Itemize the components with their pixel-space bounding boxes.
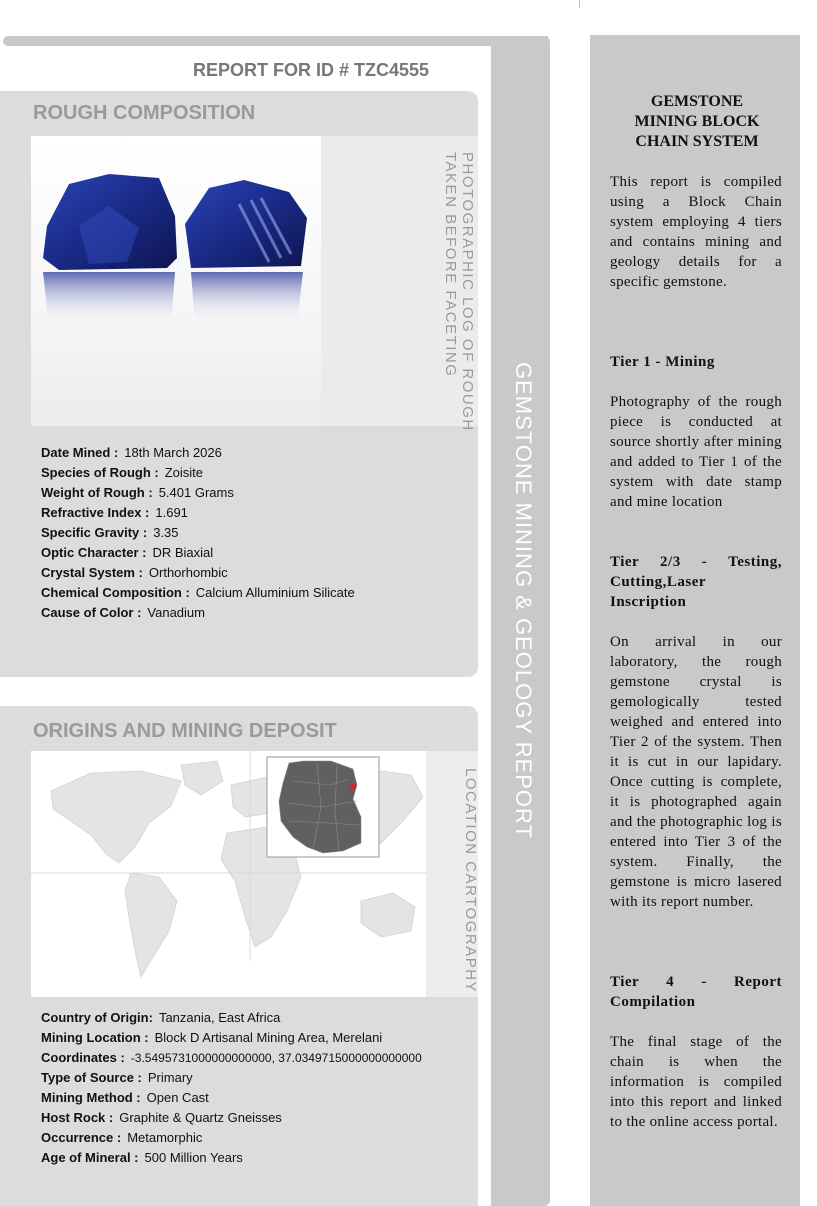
origins-title: ORIGINS AND MINING DEPOSIT <box>33 720 337 742</box>
detail-row-country <box>41 1008 422 1028</box>
detail-label: Host Rock : <box>41 1110 114 1125</box>
detail-row-mining-location <box>41 1028 422 1048</box>
detail-value: Orthorhombic <box>148 565 228 580</box>
detail-value: Block D Artisanal Mining Area, Merelani <box>154 1030 383 1045</box>
detail-value: Vanadium <box>147 605 205 620</box>
photo-caption-line1: PHOTOGRAPHIC LOG OF ROUGH <box>459 152 476 432</box>
sidebar-title-line3: CHAIN SYSTEM <box>635 133 759 150</box>
map-caption: LOCATION CARTOGRAPHY <box>462 768 479 994</box>
detail-row-crystal-system <box>41 563 355 583</box>
detail-value: Tanzania, East Africa <box>158 1010 281 1025</box>
sidebar-title-line2: MINING BLOCK <box>634 113 760 130</box>
detail-row-optic-character <box>41 543 355 563</box>
detail-value: Graphite & Quartz Gneisses <box>119 1110 282 1125</box>
detail-value: 1.691 <box>155 505 188 520</box>
tier23-text: On arrival in our laboratory, the rough gemstone crystal is gemologically tested weighed and entered into Tier 2 of the system. Then it is cut in our lapidary. Once cutting is complete, it is photographed again and the photographic log is entered into Tier 3 of the system. Finally, the gemstone is micro lasered with its report number. <box>610 634 782 910</box>
sidebar-title-line1: GEMSTONE <box>650 93 744 110</box>
continent-south-america <box>125 873 177 977</box>
tier4-text: The final stage of the chain is when the information is compiled into this report and linked to the online access portal. <box>610 1034 782 1130</box>
gem-left-reflection <box>43 272 175 326</box>
detail-value: 5.401 Grams <box>158 485 234 500</box>
detail-row-refractive-index <box>41 503 355 523</box>
detail-value: Metamorphic <box>127 1130 203 1145</box>
header-bar <box>3 36 548 46</box>
tier1-heading: Tier 1 - Mining <box>610 354 715 370</box>
sidebar-title <box>610 92 784 152</box>
sidebar-intro: This report is compiled using a Block Chain system employing 4 tiers and contains mining and geology details for a specific gemstone. <box>610 174 782 290</box>
location-map <box>31 751 478 997</box>
detail-row-weight <box>41 483 355 503</box>
tier1-text: Photography of the rough piece is conducted at source shortly after mining and added to Tier 1 of the system with date stamp and mine location <box>610 394 782 510</box>
detail-label: Mining Location : <box>41 1030 149 1045</box>
detail-label: Type of Source : <box>41 1070 142 1085</box>
detail-value: 500 Million Years <box>144 1150 243 1165</box>
continent-australia <box>361 893 415 937</box>
detail-label: Chemical Composition : <box>41 585 190 600</box>
detail-label: Weight of Rough : <box>41 485 153 500</box>
detail-value: -3.5495731000000000000, 37.0349715000000000000 <box>130 1051 422 1065</box>
detail-value: Zoisite <box>164 465 204 480</box>
tier4-heading: Tier 4 - Report Compilation <box>610 974 782 1010</box>
report-id: REPORT FOR ID # TZC4555 <box>193 60 430 80</box>
detail-value: 3.35 <box>153 525 179 540</box>
detail-row-source-type <box>41 1068 422 1088</box>
detail-row-coordinates <box>41 1048 422 1068</box>
detail-value: Primary <box>147 1070 193 1085</box>
detail-row-mining-method <box>41 1088 422 1108</box>
detail-label: Refractive Index : <box>41 505 150 520</box>
detail-row-cause-of-color <box>41 603 355 623</box>
detail-row-chemical-composition <box>41 583 355 603</box>
rough-details <box>41 443 355 623</box>
detail-row-specific-gravity <box>41 523 355 543</box>
detail-label: Country of Origin: <box>41 1010 153 1025</box>
gem-right-reflection <box>191 272 303 324</box>
rough-photo <box>31 136 478 426</box>
detail-label: Species of Rough : <box>41 465 159 480</box>
world-map <box>31 751 426 997</box>
detail-label: Date Mined : <box>41 445 119 460</box>
tier23-heading: Tier 2/3 - Testing, Cutting,Laser Inscription <box>610 554 782 610</box>
detail-value: Open Cast <box>146 1090 209 1105</box>
photo-caption <box>442 152 476 432</box>
detail-row-mineral-age <box>41 1148 422 1168</box>
detail-label: Coordinates : <box>41 1050 125 1065</box>
origin-details <box>41 1008 422 1168</box>
detail-value: 18th March 2026 <box>124 445 222 460</box>
detail-value: Calcium Alluminium Silicate <box>195 585 355 600</box>
detail-value: DR Biaxial <box>152 545 214 560</box>
gem-right <box>185 180 307 268</box>
detail-label: Mining Method : <box>41 1090 141 1105</box>
detail-row-date-mined <box>41 443 355 463</box>
continent-greenland <box>181 761 223 795</box>
rough-composition-title: ROUGH COMPOSITION <box>33 102 256 124</box>
continent-north-america <box>51 771 181 863</box>
detail-label: Occurrence : <box>41 1130 122 1145</box>
location-marker <box>350 784 356 790</box>
rough-gemstones-image <box>39 166 319 336</box>
detail-row-occurrence <box>41 1128 422 1148</box>
blockchain-sidebar <box>590 35 800 1206</box>
detail-row-species <box>41 463 355 483</box>
detail-label: Crystal System : <box>41 565 143 580</box>
top-divider-tick <box>579 0 580 8</box>
detail-label: Specific Gravity : <box>41 525 148 540</box>
detail-label: Optic Character : <box>41 545 147 560</box>
vertical-report-title: GEMSTONE MINING & GEOLOGY REPORT <box>511 362 536 839</box>
photo-caption-line2: TAKEN BEFORE FACETING <box>442 152 459 378</box>
detail-row-host-rock <box>41 1108 422 1128</box>
detail-label: Age of Mineral : <box>41 1150 139 1165</box>
detail-label: Cause of Color : <box>41 605 142 620</box>
